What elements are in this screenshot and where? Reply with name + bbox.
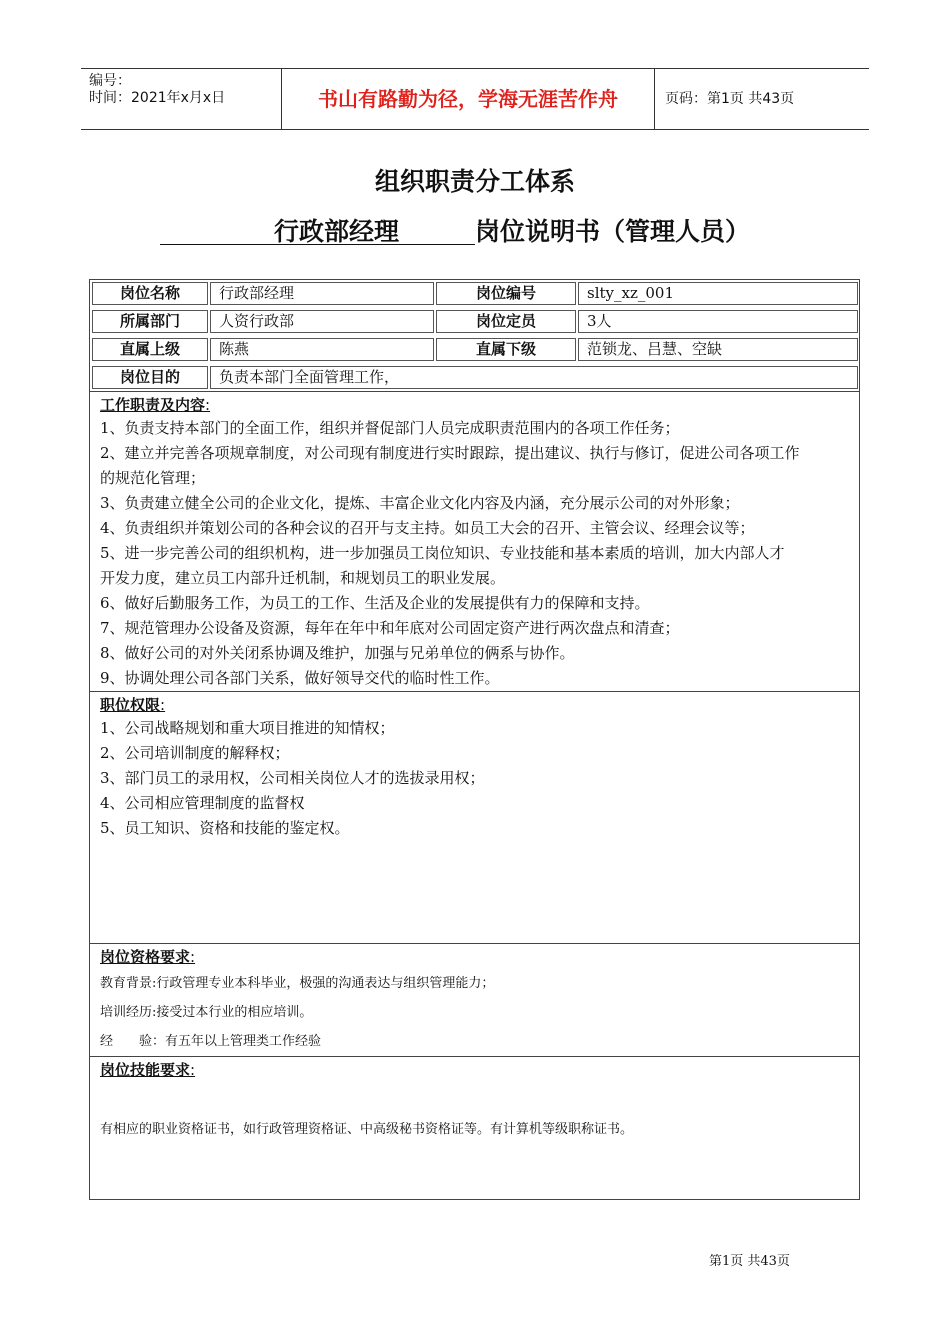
list-item: 2、公司培训制度的解释权； (100, 744, 290, 762)
list-item: 2、建立并完善各项规章制度，对公司现有制度进行实时跟踪，提出建议、执行与修订，促进公司各项工作 (100, 444, 800, 462)
list-item: 3、部门员工的录用权，公司相关岗位人才的选拔录用权； (100, 769, 485, 787)
header-meta (81, 69, 281, 129)
authority-title-colon: : (160, 696, 166, 714)
date-text: 时间：2021年x月x日 (89, 90, 226, 106)
skills-title-text: 岗位技能要求 (100, 1061, 191, 1079)
list-item: 4、负责组织并策划公司的各种会议的召开与支主持。如员工大会的召开、主管会议、经理会议等； (100, 519, 755, 537)
label-department: 所属部门 (92, 310, 208, 333)
authority-list (100, 716, 849, 841)
section-authority (90, 691, 859, 943)
authority-title-text: 职位权限 (100, 696, 161, 714)
info-row (90, 308, 859, 335)
position-name-underline (160, 212, 475, 245)
list-item: 培训经历:接受过本行业的相应培训。 (100, 1005, 313, 1020)
document-subtitle (160, 212, 800, 248)
qualification-title (100, 947, 859, 967)
list-item: 6、做好后勤服务工作，为员工的工作、生活及企业的发展提供有力的保障和支持。 (100, 594, 650, 612)
authority-title (100, 695, 859, 715)
document-title: 组织职责分工体系 (374, 167, 575, 196)
value-purpose: 负责本部门全面管理工作， (210, 366, 858, 389)
list-item: 1、负责支持本部门的全面工作，组织并督促部门人员完成职责范围内的各项工作任务； (100, 419, 680, 437)
info-row (90, 336, 859, 363)
list-item: 3、负责建立健全公司的企业文化，提炼、丰富企业文化内容及内涵，充分展示公司的对外形象； (100, 494, 740, 512)
label-position-code: 岗位编号 (436, 282, 576, 305)
duties-title (100, 395, 859, 415)
code-label: 编号： (89, 73, 131, 89)
doc-type: 岗位说明书（管理人员） (475, 217, 751, 246)
duties-list (100, 416, 849, 691)
section-qualification (90, 943, 859, 1056)
list-item: 经 验：有五年以上管理类工作经验 (100, 1034, 322, 1049)
skills-title (100, 1060, 859, 1080)
list-item: 8、做好公司的对外关闭系协调及维护，加强与兄弟单位的俩系与协作。 (100, 644, 575, 662)
job-description-form (89, 279, 860, 1200)
list-item: 的规范化管理； (100, 469, 206, 487)
skills-title-colon: : (190, 1061, 196, 1079)
qualification-list (100, 969, 849, 1056)
header-motto: 书山有路勤为径，学海无涯苦作舟 (281, 69, 655, 129)
label-headcount: 岗位定员 (436, 310, 576, 333)
list-item: 开发力度，建立员工内部升迁机制，和规划员工的职业发展。 (100, 569, 506, 587)
position-name: 行政部经理 (274, 217, 400, 246)
duties-title-text: 工作职责及内容 (100, 396, 206, 414)
value-position-name: 行政部经理 (210, 282, 434, 305)
value-subordinates: 范锁龙、吕慧、空缺 (578, 338, 858, 361)
value-position-code: slty_xz_001 (578, 282, 858, 305)
footer-page-number: 第1页 共43页 (709, 1254, 790, 1269)
label-subordinates: 直属下级 (436, 338, 576, 361)
skills-text: 有相应的职业资格证书，如行政管理资格证、中高级秘书资格证等。有计算机等级职称证书。 (100, 1122, 634, 1137)
list-item: 1、公司战略规划和重大项目推进的知情权； (100, 719, 395, 737)
list-item: 5、进一步完善公司的组织机构，进一步加强员工岗位知识、专业技能和基本素质的培训，加大内部人才 (100, 544, 785, 562)
list-item: 7、规范管理办公设备及资源，每年在年中和年底对公司固定资产进行两次盘点和清查； (100, 619, 680, 637)
list-item: 5、员工知识、资格和技能的鉴定权。 (100, 819, 350, 837)
list-item: 4、公司相应管理制度的监督权 (100, 794, 305, 812)
header-page-number: 页码：第1页 共43页 (665, 91, 795, 107)
document-header (81, 68, 869, 130)
value-headcount: 3人 (578, 310, 858, 333)
label-purpose: 岗位目的 (92, 366, 208, 389)
value-department: 人资行政部 (210, 310, 434, 333)
list-item: 9、协调处理公司各部门关系，做好领导交代的临时性工作。 (100, 669, 500, 687)
qualification-title-colon: : (190, 948, 196, 966)
section-skills (90, 1056, 859, 1198)
label-position-name: 岗位名称 (92, 282, 208, 305)
list-item: 教育背景:行政管理专业本科毕业，极强的沟通表达与组织管理能力； (100, 976, 495, 991)
section-duties (90, 391, 859, 691)
label-supervisor: 直属上级 (92, 338, 208, 361)
value-supervisor: 陈燕 (210, 338, 434, 361)
info-row (90, 364, 859, 391)
qualification-title-text: 岗位资格要求 (100, 948, 191, 966)
duties-title-colon: : (205, 396, 211, 414)
info-row (90, 280, 859, 307)
